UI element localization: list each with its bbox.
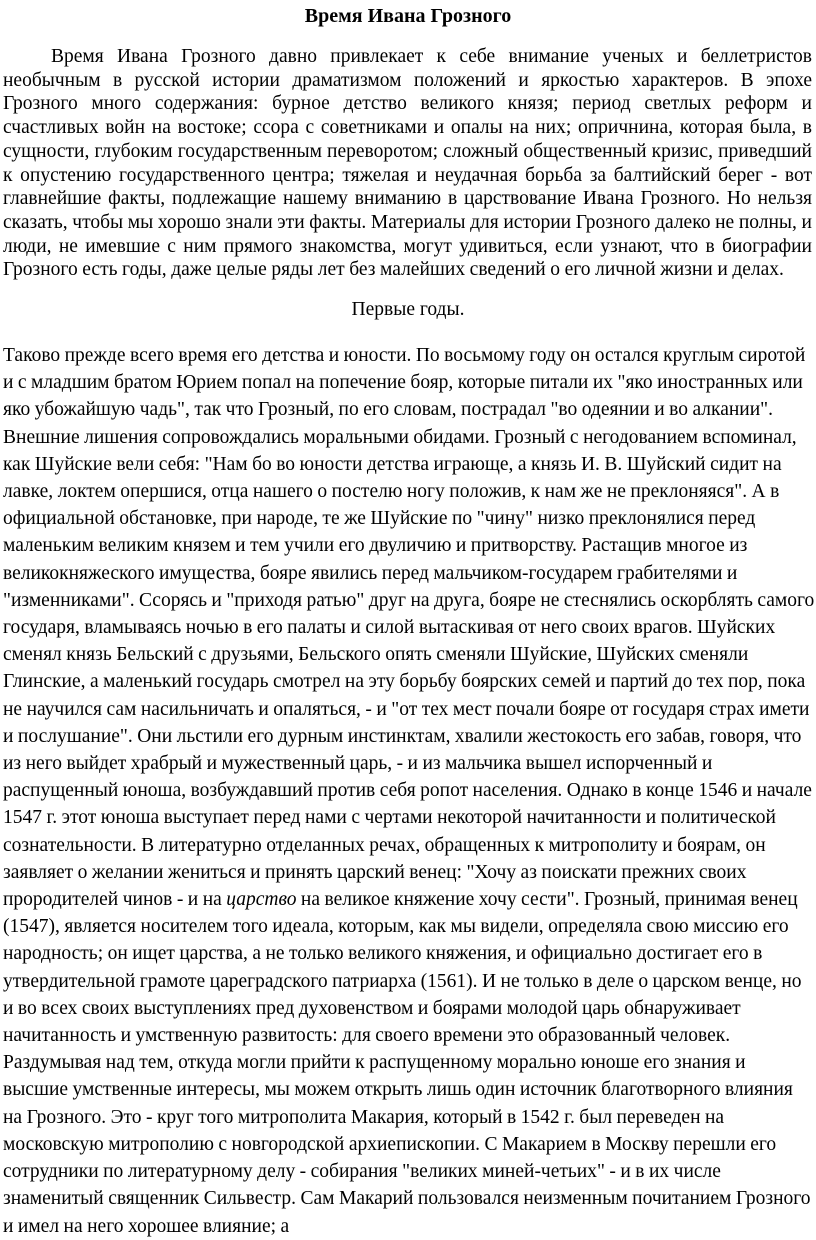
section-heading: Первые годы. [351, 299, 465, 320]
body-paragraph [3, 342, 815, 1240]
intro-paragraph: Время Ивана Грозного давно привлекает к себе внимание ученых и беллетристов необычным в русской истории драматизмом положений и яркостью характеров. В эпохе Грозного много содержания: бурное детство великого князя; период светлых реформ и счастливых войн на востоке; ссора с советниками и опалы на них; опричнина, которая была, в сущности, глубоким государственным переворотом; сложный общественный кризис, приведший к опустению государственного центра; тяжелая и неудачная борьба за балтийский берег - вот главнейшие факты, подлежащие нашему вниманию в царствование Ивана Грозного. Но нельзя сказать, чтобы мы хорошо знали эти факты. Материалы для истории Грозного далеко не полны, и люди, не имевшие с ним прямого знакомства, могут удивиться, если узнают, что в биографии Грозного есть годы, даже целые ряды лет без малейших сведений о его личной жизни и делах. [3, 46, 812, 281]
body-italic-word: царство [226, 889, 297, 911]
document-title: Время Ивана Грозного [304, 5, 512, 27]
body-text-part2: на великое княжение хочу сести". Грозный, принимая венец (1547), является носителем того идеала, которым, как мы видели, определяла свою миссию его народность; он ищет царства, а не только великого княжения, и официально достигает его в утвердительной грамоте цареградского патриарха (1561). И не только в деле о царском венце, но и во всех своих выступлениях пред духовенством и боярами молодой царь обнаруживает начитанность и умственную развитость: для своего времени это образованный человек. Раздумывая над тем, откуда могли прийти к распущенному морально юноше его знания и высшие умственные интересы, мы можем открыть лишь один источник благотворного влияния на Грозного. Это - круг того митрополита Макария, который в 1542 г. был переведен на московскую митрополию с новгородской архиепископии. С Макарием в Москву перешли его сотрудники по литературному делу - собирания "великих миней-четьих" - и в их числе знаменитый священник Сильвестр. Сам Макарий пользовался неизменным почитанием Грозного и имел на него хорошее влияние; а [3, 889, 811, 1237]
body-text-part1: Таково прежде всего время его детства и юности. По восьмому году он остался круглым сиротой и с младшим братом Юрием попал на попечение бояр, которые питали их "яко иностранных или яко убожайшую чадь", так что Грозный, по его словам, пострадал "во одеянии и во алкании". Внешние лишения сопровождались моральными обидами. Грозный с негодованием вспоминал, как Шуйские вели себя: "Нам бо во юности детства играюще, а князь И. В. Шуйский сидит на лавке, локтем опершися, отца нашего о постелю ногу положив, к нам же не преклоняяся". А в официальной обстановке, при народе, те же Шуйские по "чину" низко преклонялися перед маленьким великим князем и тем учили его двуличию и притворству. Растащив многое из великокняжеского имущества, бояре явились перед мальчиком-государем грабителями и "изменниками". Ссорясь и "приходя ратью" друг на друга, бояре не стеснялись оскорблять самого государя, вламываясь ночью в его палаты и силой вытаскивая от него своих врагов. Шуйских сменял князь Бельский с друзьями, Бельского опять сменяли Шуйские, Шуйских сменяли Глинские, а маленький государь смотрел на эту борьбу боярских семей и партий до тех пор, пока не научился сам насильничать и опаляться, - и "от тех мест почали бояре от государя страх имети и послушание". Они льстили его дурным инстинктам, хвалили жестокость его забав, говоря, что из него выйдет храбрый и мужественный царь, - и из мальчика вышел испорченный и распущенный юноша, возбуждавший против себя ропот населения. Однако в конце 1546 и начале 1547 г. этот юноша выступает перед нами с чертами некоторой начитанности и политической сознательности. В литературно отделанных речах, обращенных к митрополиту и боярам, он заявляет о желании жениться и принять царский венец: "Хочу аз поискати прежних своих прородителей чинов - и на [3, 345, 815, 911]
